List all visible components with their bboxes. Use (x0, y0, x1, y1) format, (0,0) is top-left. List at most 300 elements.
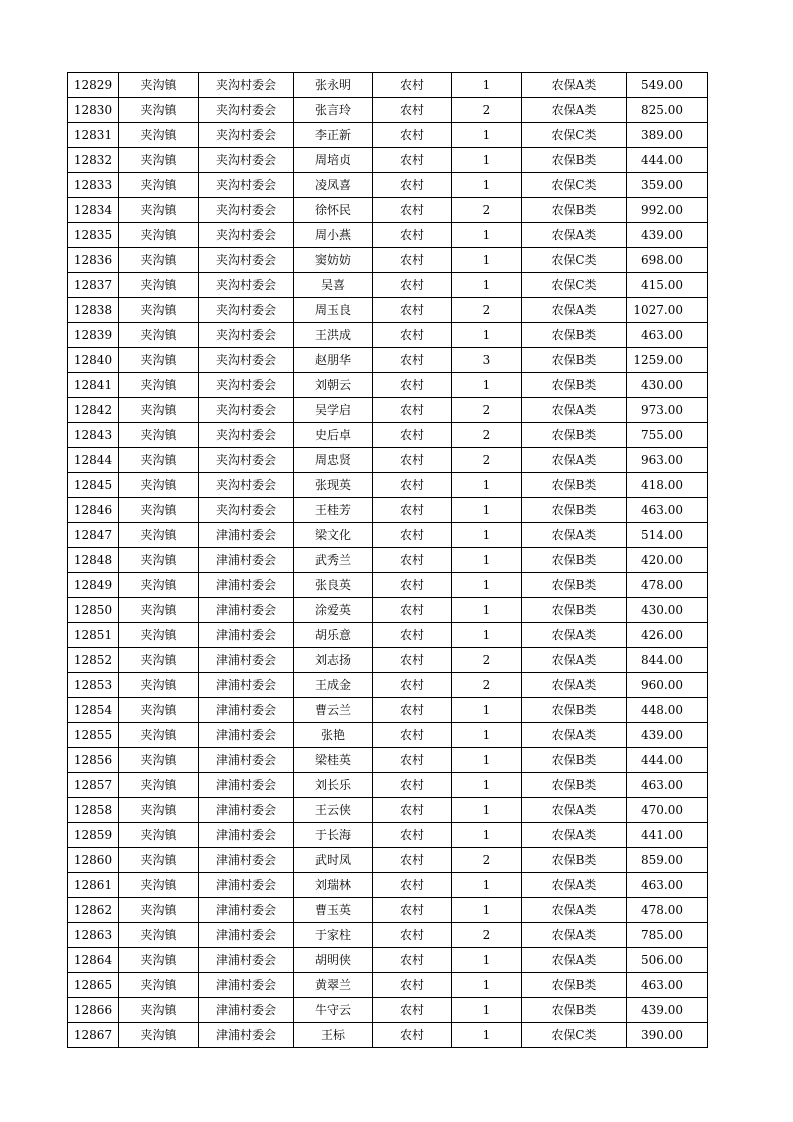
town-cell: 夹沟镇 (119, 598, 199, 623)
name-cell: 徐怀民 (294, 198, 373, 223)
town-cell: 夹沟镇 (119, 73, 199, 98)
table-row (68, 273, 708, 298)
residence-type-cell: 农村 (373, 348, 452, 373)
household-count-cell: 2 (452, 298, 522, 323)
record-id-cell: 12859 (68, 823, 119, 848)
record-id-cell: 12865 (68, 973, 119, 998)
household-count-cell: 1 (452, 523, 522, 548)
table-row (68, 898, 708, 923)
amount-cell: 963.00 (627, 448, 708, 473)
village-committee-cell: 津浦村委会 (199, 723, 294, 748)
category-cell: 农保B类 (522, 698, 627, 723)
amount-cell: 478.00 (627, 573, 708, 598)
table-row (68, 73, 708, 98)
residence-type-cell: 农村 (373, 573, 452, 598)
village-committee-cell: 夹沟村委会 (199, 323, 294, 348)
amount-cell: 960.00 (627, 673, 708, 698)
name-cell: 吴学启 (294, 398, 373, 423)
category-cell: 农保A类 (522, 73, 627, 98)
record-id-cell: 12864 (68, 948, 119, 973)
amount-cell: 992.00 (627, 198, 708, 223)
record-id-cell: 12853 (68, 673, 119, 698)
table-row (68, 548, 708, 573)
category-cell: 农保C类 (522, 1023, 627, 1048)
residence-type-cell: 农村 (373, 873, 452, 898)
village-committee-cell: 夹沟村委会 (199, 423, 294, 448)
name-cell: 武时凤 (294, 848, 373, 873)
household-count-cell: 1 (452, 473, 522, 498)
name-cell: 吴喜 (294, 273, 373, 298)
household-count-cell: 2 (452, 673, 522, 698)
name-cell: 周忠贤 (294, 448, 373, 473)
residence-type-cell: 农村 (373, 298, 452, 323)
town-cell: 夹沟镇 (119, 148, 199, 173)
town-cell: 夹沟镇 (119, 298, 199, 323)
table-row (68, 323, 708, 348)
town-cell: 夹沟镇 (119, 323, 199, 348)
town-cell: 夹沟镇 (119, 798, 199, 823)
table-row (68, 348, 708, 373)
town-cell: 夹沟镇 (119, 623, 199, 648)
record-id-cell: 12832 (68, 148, 119, 173)
village-committee-cell: 津浦村委会 (199, 798, 294, 823)
name-cell: 赵朋华 (294, 348, 373, 373)
table-row (68, 723, 708, 748)
village-committee-cell: 夹沟村委会 (199, 148, 294, 173)
record-id-cell: 12831 (68, 123, 119, 148)
household-count-cell: 2 (452, 198, 522, 223)
table-row (68, 648, 708, 673)
category-cell: 农保A类 (522, 298, 627, 323)
residence-type-cell: 农村 (373, 623, 452, 648)
town-cell: 夹沟镇 (119, 573, 199, 598)
household-count-cell: 2 (452, 923, 522, 948)
amount-cell: 441.00 (627, 823, 708, 848)
name-cell: 史后卓 (294, 423, 373, 448)
residence-type-cell: 农村 (373, 798, 452, 823)
table-row (68, 873, 708, 898)
category-cell: 农保B类 (522, 498, 627, 523)
record-id-cell: 12846 (68, 498, 119, 523)
category-cell: 农保A类 (522, 723, 627, 748)
category-cell: 农保B类 (522, 198, 627, 223)
category-cell: 农保A类 (522, 523, 627, 548)
village-committee-cell: 津浦村委会 (199, 973, 294, 998)
residence-type-cell: 农村 (373, 223, 452, 248)
table-row (68, 623, 708, 648)
residence-type-cell: 农村 (373, 948, 452, 973)
table-row (68, 473, 708, 498)
amount-cell: 478.00 (627, 898, 708, 923)
category-cell: 农保C类 (522, 123, 627, 148)
amount-cell: 463.00 (627, 873, 708, 898)
name-cell: 曹玉英 (294, 898, 373, 923)
town-cell: 夹沟镇 (119, 548, 199, 573)
town-cell: 夹沟镇 (119, 423, 199, 448)
residence-type-cell: 农村 (373, 423, 452, 448)
village-committee-cell: 津浦村委会 (199, 848, 294, 873)
residence-type-cell: 农村 (373, 198, 452, 223)
village-committee-cell: 津浦村委会 (199, 748, 294, 773)
town-cell: 夹沟镇 (119, 248, 199, 273)
village-committee-cell: 夹沟村委会 (199, 448, 294, 473)
table-row (68, 948, 708, 973)
village-committee-cell: 津浦村委会 (199, 673, 294, 698)
table-row (68, 673, 708, 698)
town-cell: 夹沟镇 (119, 823, 199, 848)
residence-type-cell: 农村 (373, 898, 452, 923)
household-count-cell: 3 (452, 348, 522, 373)
record-id-cell: 12838 (68, 298, 119, 323)
village-committee-cell: 夹沟村委会 (199, 173, 294, 198)
residence-type-cell: 农村 (373, 848, 452, 873)
category-cell: 农保B类 (522, 473, 627, 498)
village-committee-cell: 津浦村委会 (199, 573, 294, 598)
table-row (68, 998, 708, 1023)
household-count-cell: 1 (452, 573, 522, 598)
town-cell: 夹沟镇 (119, 773, 199, 798)
name-cell: 王标 (294, 1023, 373, 1048)
household-count-cell: 1 (452, 498, 522, 523)
category-cell: 农保B类 (522, 423, 627, 448)
record-id-cell: 12837 (68, 273, 119, 298)
town-cell: 夹沟镇 (119, 648, 199, 673)
name-cell: 刘瑞林 (294, 873, 373, 898)
residence-type-cell: 农村 (373, 648, 452, 673)
household-count-cell: 1 (452, 123, 522, 148)
record-id-cell: 12854 (68, 698, 119, 723)
household-count-cell: 1 (452, 798, 522, 823)
name-cell: 张现英 (294, 473, 373, 498)
table-row (68, 298, 708, 323)
village-committee-cell: 津浦村委会 (199, 898, 294, 923)
residence-type-cell: 农村 (373, 1023, 452, 1048)
name-cell: 周小燕 (294, 223, 373, 248)
village-committee-cell: 夹沟村委会 (199, 198, 294, 223)
village-committee-cell: 津浦村委会 (199, 873, 294, 898)
amount-cell: 463.00 (627, 498, 708, 523)
record-id-cell: 12836 (68, 248, 119, 273)
amount-cell: 844.00 (627, 648, 708, 673)
table-row (68, 123, 708, 148)
amount-cell: 506.00 (627, 948, 708, 973)
village-committee-cell: 津浦村委会 (199, 523, 294, 548)
name-cell: 于长海 (294, 823, 373, 848)
name-cell: 梁桂英 (294, 748, 373, 773)
table-row (68, 398, 708, 423)
record-id-cell: 12835 (68, 223, 119, 248)
name-cell: 王云侠 (294, 798, 373, 823)
table-row (68, 223, 708, 248)
record-id-cell: 12850 (68, 598, 119, 623)
amount-cell: 1027.00 (627, 298, 708, 323)
amount-cell: 785.00 (627, 923, 708, 948)
record-id-cell: 12857 (68, 773, 119, 798)
amount-cell: 426.00 (627, 623, 708, 648)
village-committee-cell: 津浦村委会 (199, 548, 294, 573)
category-cell: 农保A类 (522, 448, 627, 473)
record-id-cell: 12842 (68, 398, 119, 423)
village-committee-cell: 夹沟村委会 (199, 498, 294, 523)
table-row (68, 448, 708, 473)
household-count-cell: 1 (452, 823, 522, 848)
town-cell: 夹沟镇 (119, 398, 199, 423)
name-cell: 周玉良 (294, 298, 373, 323)
amount-cell: 415.00 (627, 273, 708, 298)
village-committee-cell: 夹沟村委会 (199, 398, 294, 423)
residence-type-cell: 农村 (373, 598, 452, 623)
household-count-cell: 1 (452, 998, 522, 1023)
category-cell: 农保B类 (522, 148, 627, 173)
category-cell: 农保A类 (522, 798, 627, 823)
town-cell: 夹沟镇 (119, 948, 199, 973)
residence-type-cell: 农村 (373, 723, 452, 748)
amount-cell: 439.00 (627, 223, 708, 248)
amount-cell: 859.00 (627, 848, 708, 873)
town-cell: 夹沟镇 (119, 873, 199, 898)
record-id-cell: 12839 (68, 323, 119, 348)
household-count-cell: 2 (452, 848, 522, 873)
town-cell: 夹沟镇 (119, 1023, 199, 1048)
town-cell: 夹沟镇 (119, 898, 199, 923)
household-count-cell: 1 (452, 698, 522, 723)
town-cell: 夹沟镇 (119, 448, 199, 473)
amount-cell: 444.00 (627, 748, 708, 773)
village-committee-cell: 津浦村委会 (199, 948, 294, 973)
amount-cell: 418.00 (627, 473, 708, 498)
category-cell: 农保A类 (522, 98, 627, 123)
table-row (68, 1023, 708, 1048)
town-cell: 夹沟镇 (119, 198, 199, 223)
table-row (68, 248, 708, 273)
record-id-cell: 12861 (68, 873, 119, 898)
village-committee-cell: 津浦村委会 (199, 623, 294, 648)
name-cell: 李正新 (294, 123, 373, 148)
table-row (68, 198, 708, 223)
town-cell: 夹沟镇 (119, 173, 199, 198)
town-cell: 夹沟镇 (119, 98, 199, 123)
amount-cell: 389.00 (627, 123, 708, 148)
table-row (68, 148, 708, 173)
household-count-cell: 1 (452, 273, 522, 298)
amount-cell: 1259.00 (627, 348, 708, 373)
name-cell: 涂爱英 (294, 598, 373, 623)
category-cell: 农保B类 (522, 773, 627, 798)
record-id-cell: 12847 (68, 523, 119, 548)
record-id-cell: 12866 (68, 998, 119, 1023)
town-cell: 夹沟镇 (119, 348, 199, 373)
category-cell: 农保B类 (522, 998, 627, 1023)
table-row (68, 423, 708, 448)
residence-type-cell: 农村 (373, 473, 452, 498)
household-count-cell: 1 (452, 773, 522, 798)
category-cell: 农保B类 (522, 323, 627, 348)
name-cell: 张言玲 (294, 98, 373, 123)
record-id-cell: 12851 (68, 623, 119, 648)
town-cell: 夹沟镇 (119, 498, 199, 523)
village-committee-cell: 夹沟村委会 (199, 98, 294, 123)
town-cell: 夹沟镇 (119, 748, 199, 773)
residence-type-cell: 农村 (373, 373, 452, 398)
household-count-cell: 1 (452, 948, 522, 973)
amount-cell: 359.00 (627, 173, 708, 198)
village-committee-cell: 夹沟村委会 (199, 473, 294, 498)
household-count-cell: 1 (452, 898, 522, 923)
amount-cell: 463.00 (627, 973, 708, 998)
category-cell: 农保B类 (522, 373, 627, 398)
table-row (68, 973, 708, 998)
table-row (68, 698, 708, 723)
amount-cell: 439.00 (627, 998, 708, 1023)
residence-type-cell: 农村 (373, 973, 452, 998)
category-cell: 农保A类 (522, 898, 627, 923)
record-id-cell: 12843 (68, 423, 119, 448)
name-cell: 凌凤喜 (294, 173, 373, 198)
table-row (68, 573, 708, 598)
village-committee-cell: 夹沟村委会 (199, 273, 294, 298)
village-committee-cell: 夹沟村委会 (199, 373, 294, 398)
category-cell: 农保C类 (522, 173, 627, 198)
table-row (68, 498, 708, 523)
village-committee-cell: 津浦村委会 (199, 773, 294, 798)
residence-type-cell: 农村 (373, 498, 452, 523)
residence-type-cell: 农村 (373, 323, 452, 348)
record-id-cell: 12849 (68, 573, 119, 598)
name-cell: 牛守云 (294, 998, 373, 1023)
village-committee-cell: 夹沟村委会 (199, 248, 294, 273)
household-count-cell: 1 (452, 248, 522, 273)
allowance-roster-table (67, 72, 708, 1048)
village-committee-cell: 夹沟村委会 (199, 298, 294, 323)
amount-cell: 698.00 (627, 248, 708, 273)
table-body (68, 73, 708, 1048)
table-row (68, 773, 708, 798)
town-cell: 夹沟镇 (119, 723, 199, 748)
name-cell: 梁文化 (294, 523, 373, 548)
category-cell: 农保C类 (522, 273, 627, 298)
residence-type-cell: 农村 (373, 998, 452, 1023)
town-cell: 夹沟镇 (119, 473, 199, 498)
amount-cell: 470.00 (627, 798, 708, 823)
record-id-cell: 12848 (68, 548, 119, 573)
village-committee-cell: 津浦村委会 (199, 698, 294, 723)
household-count-cell: 1 (452, 598, 522, 623)
record-id-cell: 12855 (68, 723, 119, 748)
category-cell: 农保A类 (522, 873, 627, 898)
town-cell: 夹沟镇 (119, 373, 199, 398)
name-cell: 王桂芳 (294, 498, 373, 523)
household-count-cell: 1 (452, 973, 522, 998)
category-cell: 农保B类 (522, 748, 627, 773)
residence-type-cell: 农村 (373, 98, 452, 123)
table-row (68, 598, 708, 623)
name-cell: 胡乐意 (294, 623, 373, 648)
village-committee-cell: 夹沟村委会 (199, 73, 294, 98)
residence-type-cell: 农村 (373, 73, 452, 98)
residence-type-cell: 农村 (373, 698, 452, 723)
household-count-cell: 1 (452, 148, 522, 173)
table-row (68, 523, 708, 548)
record-id-cell: 12830 (68, 98, 119, 123)
name-cell: 刘长乐 (294, 773, 373, 798)
category-cell: 农保B类 (522, 848, 627, 873)
name-cell: 王洪成 (294, 323, 373, 348)
table-row (68, 98, 708, 123)
household-count-cell: 1 (452, 748, 522, 773)
table-row (68, 848, 708, 873)
name-cell: 张艳 (294, 723, 373, 748)
town-cell: 夹沟镇 (119, 923, 199, 948)
category-cell: 农保A类 (522, 223, 627, 248)
record-id-cell: 12867 (68, 1023, 119, 1048)
household-count-cell: 1 (452, 723, 522, 748)
name-cell: 刘朝云 (294, 373, 373, 398)
table-row (68, 823, 708, 848)
residence-type-cell: 农村 (373, 273, 452, 298)
table-row (68, 373, 708, 398)
category-cell: 农保C类 (522, 248, 627, 273)
amount-cell: 463.00 (627, 323, 708, 348)
amount-cell: 430.00 (627, 373, 708, 398)
household-count-cell: 1 (452, 548, 522, 573)
residence-type-cell: 农村 (373, 148, 452, 173)
household-count-cell: 2 (452, 398, 522, 423)
residence-type-cell: 农村 (373, 123, 452, 148)
amount-cell: 755.00 (627, 423, 708, 448)
town-cell: 夹沟镇 (119, 273, 199, 298)
residence-type-cell: 农村 (373, 248, 452, 273)
household-count-cell: 1 (452, 73, 522, 98)
record-id-cell: 12862 (68, 898, 119, 923)
amount-cell: 825.00 (627, 98, 708, 123)
village-committee-cell: 夹沟村委会 (199, 348, 294, 373)
village-committee-cell: 夹沟村委会 (199, 123, 294, 148)
household-count-cell: 1 (452, 873, 522, 898)
name-cell: 窦妨妨 (294, 248, 373, 273)
village-committee-cell: 津浦村委会 (199, 648, 294, 673)
household-count-cell: 1 (452, 623, 522, 648)
town-cell: 夹沟镇 (119, 998, 199, 1023)
village-committee-cell: 津浦村委会 (199, 823, 294, 848)
name-cell: 王成金 (294, 673, 373, 698)
table-row (68, 173, 708, 198)
village-committee-cell: 夹沟村委会 (199, 223, 294, 248)
record-id-cell: 12845 (68, 473, 119, 498)
household-count-cell: 2 (452, 98, 522, 123)
household-count-cell: 2 (452, 448, 522, 473)
residence-type-cell: 农村 (373, 923, 452, 948)
name-cell: 黄翠兰 (294, 973, 373, 998)
amount-cell: 448.00 (627, 698, 708, 723)
record-id-cell: 12852 (68, 648, 119, 673)
household-count-cell: 2 (452, 648, 522, 673)
town-cell: 夹沟镇 (119, 123, 199, 148)
record-id-cell: 12858 (68, 798, 119, 823)
category-cell: 农保A类 (522, 398, 627, 423)
village-committee-cell: 津浦村委会 (199, 598, 294, 623)
amount-cell: 420.00 (627, 548, 708, 573)
amount-cell: 444.00 (627, 148, 708, 173)
name-cell: 胡明侠 (294, 948, 373, 973)
category-cell: 农保A类 (522, 923, 627, 948)
residence-type-cell: 农村 (373, 523, 452, 548)
record-id-cell: 12840 (68, 348, 119, 373)
amount-cell: 514.00 (627, 523, 708, 548)
name-cell: 刘志扬 (294, 648, 373, 673)
record-id-cell: 12834 (68, 198, 119, 223)
record-id-cell: 12829 (68, 73, 119, 98)
category-cell: 农保B类 (522, 598, 627, 623)
